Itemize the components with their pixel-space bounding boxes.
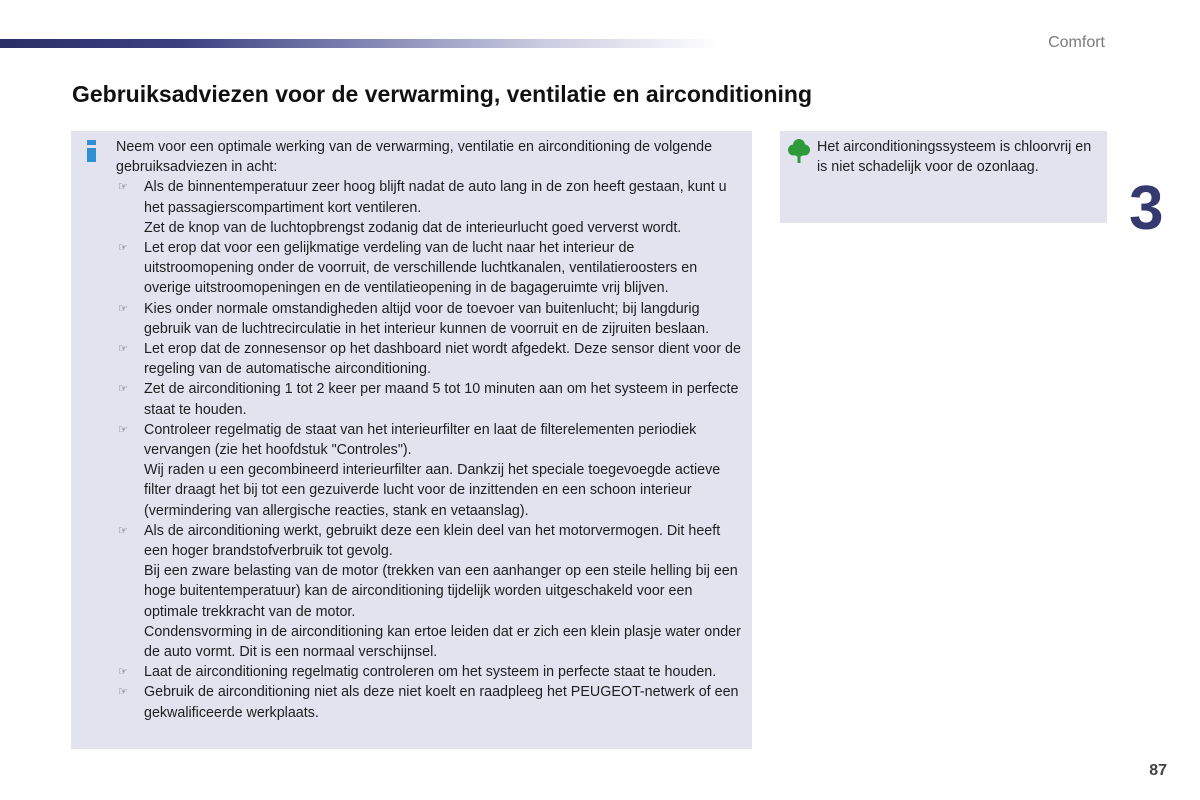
advice-item (116, 299, 746, 339)
advice-item (116, 521, 746, 662)
pointing-hand-icon: ☞ (118, 666, 128, 679)
info-icon (85, 140, 99, 164)
advice-paragraph: Zet de airconditioning 1 tot 2 keer per maand 5 tot 10 minuten aan om het systeem in perfecte staat te houden. (144, 381, 739, 418)
advice-paragraph: Let erop dat voor een gelijkmatige verdeling van de lucht naar het interieur de uitstroomopening onder de voorruit, de verschillende luchtkanalen, ventilatieroosters en overige uitstroomopeningen en de ventilatieopening in de bagageruimte vrij blijven. (144, 240, 698, 297)
advice-paragraph: Wij raden u een gecombineerd interieurfilter aan. Dankzij het speciale toegevoegde actieve filter draagt het bij tot een gezuiverde lucht voor de inzittenden en een schoon interieur (vermindering van allergische reacties, stank en vetaanslag). (144, 462, 721, 519)
chapter-number: 3 (1129, 174, 1164, 243)
advice-paragraph: Zet de knop van de luchtopbrengst zodanig dat de interieurlucht goed ververst wordt. (144, 219, 682, 236)
advice-paragraph: Bij een zware belasting van de motor (trekken van een aanhanger op een steile helling bij een hoge buitentemperatuur) kan de airconditioning tijdelijk worden uitgeschakeld voor een optimale trekkracht van de motor. (144, 563, 738, 620)
advice-paragraph: Condensvorming in de airconditioning kan ertoe leiden dat er zich een klein plasje water onder de auto vormt. Dit is een normaal verschijnsel. (144, 623, 741, 661)
pointing-hand-icon: ☞ (118, 302, 128, 315)
pointing-hand-icon: ☞ (118, 686, 128, 699)
pointing-hand-icon: ☞ (118, 423, 128, 436)
pointing-hand-icon: ☞ (118, 524, 128, 537)
info-box (71, 131, 752, 749)
advice-item (116, 379, 746, 419)
pointing-hand-icon: ☞ (118, 242, 128, 255)
page-title: Gebruiksadviezen voor de verwarming, ventilatie en airconditioning (72, 81, 813, 107)
pointing-hand-icon: ☞ (118, 383, 128, 396)
pointing-hand-icon: ☞ (118, 343, 128, 356)
advice-paragraph: Controleer regelmatig de staat van het interieurfilter en laat de filterelementen periodiek vervangen (zie het hoofdstuk "Controles"). (144, 421, 697, 459)
advice-paragraph: Als de airconditioning werkt, gebruikt deze een klein deel van het motorvermogen. Dit heeft een hoger brandstofverbruik tot gevolg. (144, 522, 721, 560)
advice-paragraph: Gebruik de airconditioning niet als deze niet koelt en raadpleeg het PEUGEOT-netwerk of een gekwalificeerde werkplaats. (144, 684, 739, 721)
advice-paragraph: Als de binnentemperatuur zeer hoog blijft nadat de auto lang in de zon heeft gestaan, kunt u het passagierscompartiment kort ventileren. (144, 179, 727, 216)
eco-text: Het airconditioningssysteem is chloorvrij en is niet schadelijk voor de ozonlaag. (817, 139, 1092, 176)
advice-item (116, 420, 746, 521)
advice-paragraph: Kies onder normale omstandigheden altijd voor de toevoer van buitenlucht; bij langdurig gebruik van de luchtrecirculatie in het interieur kunnen de voorruit en de zijruiten beslaan. (144, 300, 710, 337)
advice-item (116, 177, 746, 238)
page-number: 87 (1149, 762, 1167, 779)
advice-item (116, 682, 746, 722)
tree-icon (788, 138, 810, 164)
pointing-hand-icon: ☞ (118, 181, 128, 194)
advice-paragraph: Laat de airconditioning regelmatig controleren om het systeem in perfecte staat te houden. (144, 664, 717, 681)
advice-item (116, 662, 746, 682)
info-intro: Neem voor een optimale werking van de verwarming, ventilatie en airconditioning de volgende gebruiksadviezen in acht: (116, 139, 713, 176)
advice-item (116, 339, 746, 379)
info-text (116, 137, 746, 723)
advice-item (116, 238, 746, 299)
eco-box (780, 131, 1107, 223)
advice-list (116, 177, 746, 722)
advice-paragraph: Let erop dat de zonnesensor op het dashboard niet wordt afgedekt. Deze sensor dient voor de regeling van de automatische airconditioning. (144, 341, 741, 378)
header-gradient-bar (0, 39, 720, 48)
section-label: Comfort (1048, 34, 1105, 51)
